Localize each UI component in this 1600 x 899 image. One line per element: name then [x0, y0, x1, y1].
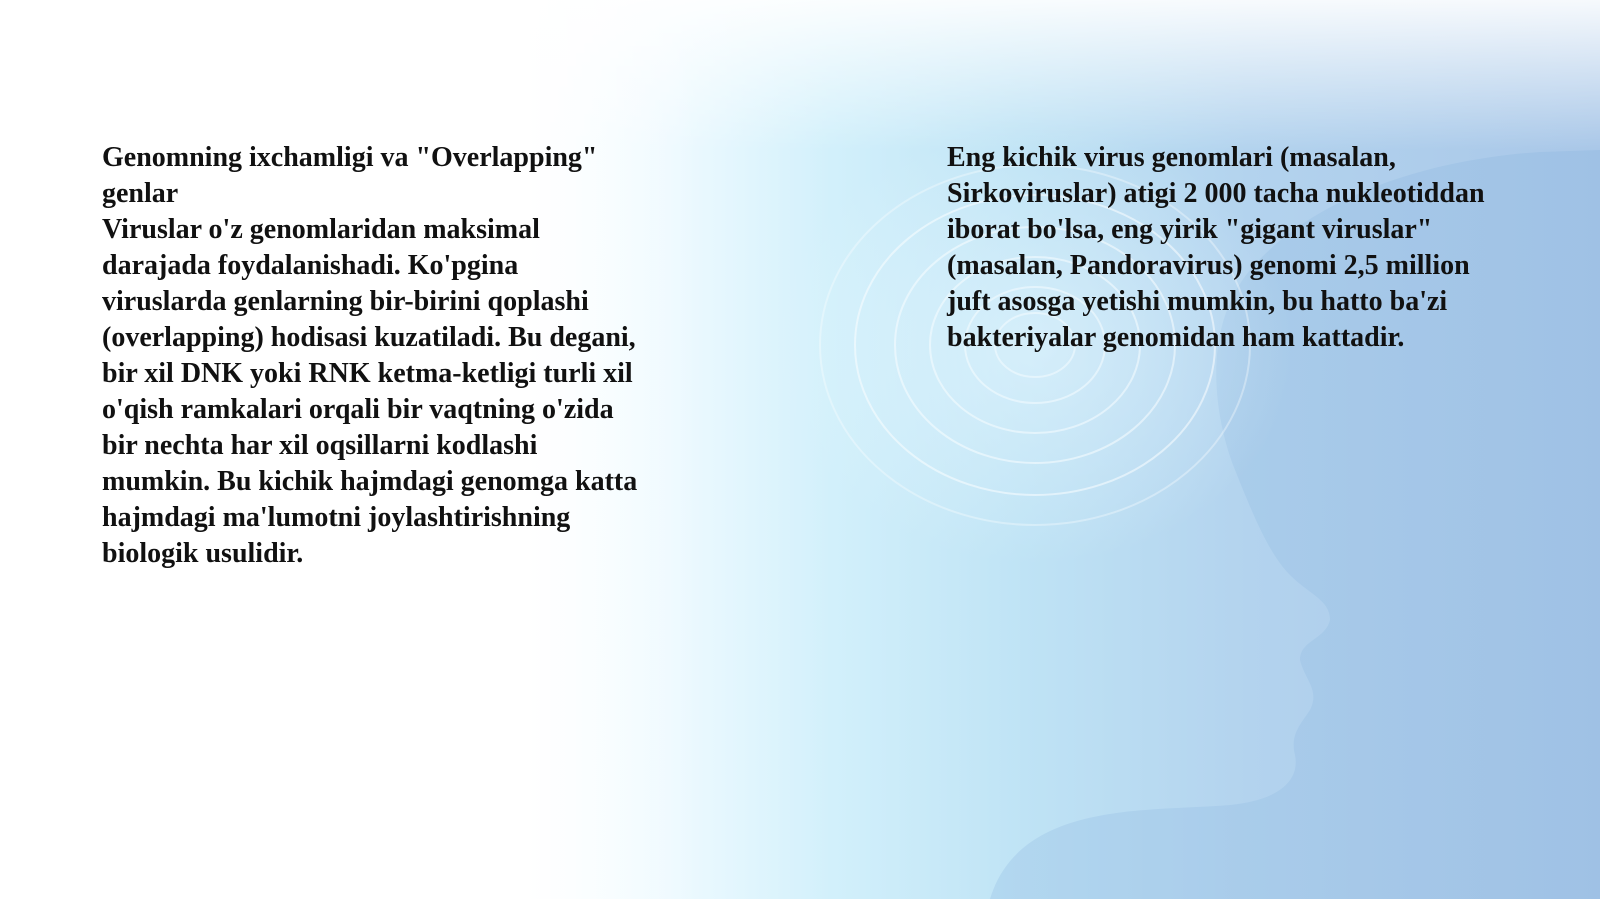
- left-heading: Genomning ixchamligi va "Overlapping" genlar: [102, 142, 598, 209]
- left-body-text: Viruslar o'z genomlaridan maksimal darajada foydalanishadi. Ko'pgina viruslarda genlarning bir-birini qoplashi (overlapping) hodisasi kuzatiladi. Bu degani, bir xil DNK yoki RNK ketma-ketligi turli xil o'qish ramkalari orqali bir vaqtning o'zida bir nechta har xil oqsillarni kodlashi mumkin. Bu kichik hajmdagi genomga katta hajmdagi ma'lumotni joylashtirishning biologik usulidir.: [102, 214, 638, 569]
- right-text-column: [947, 140, 1507, 356]
- right-body-text: Eng kichik virus genomlari (masalan, Sirkoviruslar) atigi 2 000 tacha nukleotiddan iborat bo'lsa, eng yirik "gigant viruslar" (masalan, Pandoravirus) genomi 2,5 million juft asosga yetishi mumkin, bu hatto ba'zi bakteriyalar genomidan ham kattadir.: [947, 142, 1485, 353]
- left-text-column: [102, 140, 642, 572]
